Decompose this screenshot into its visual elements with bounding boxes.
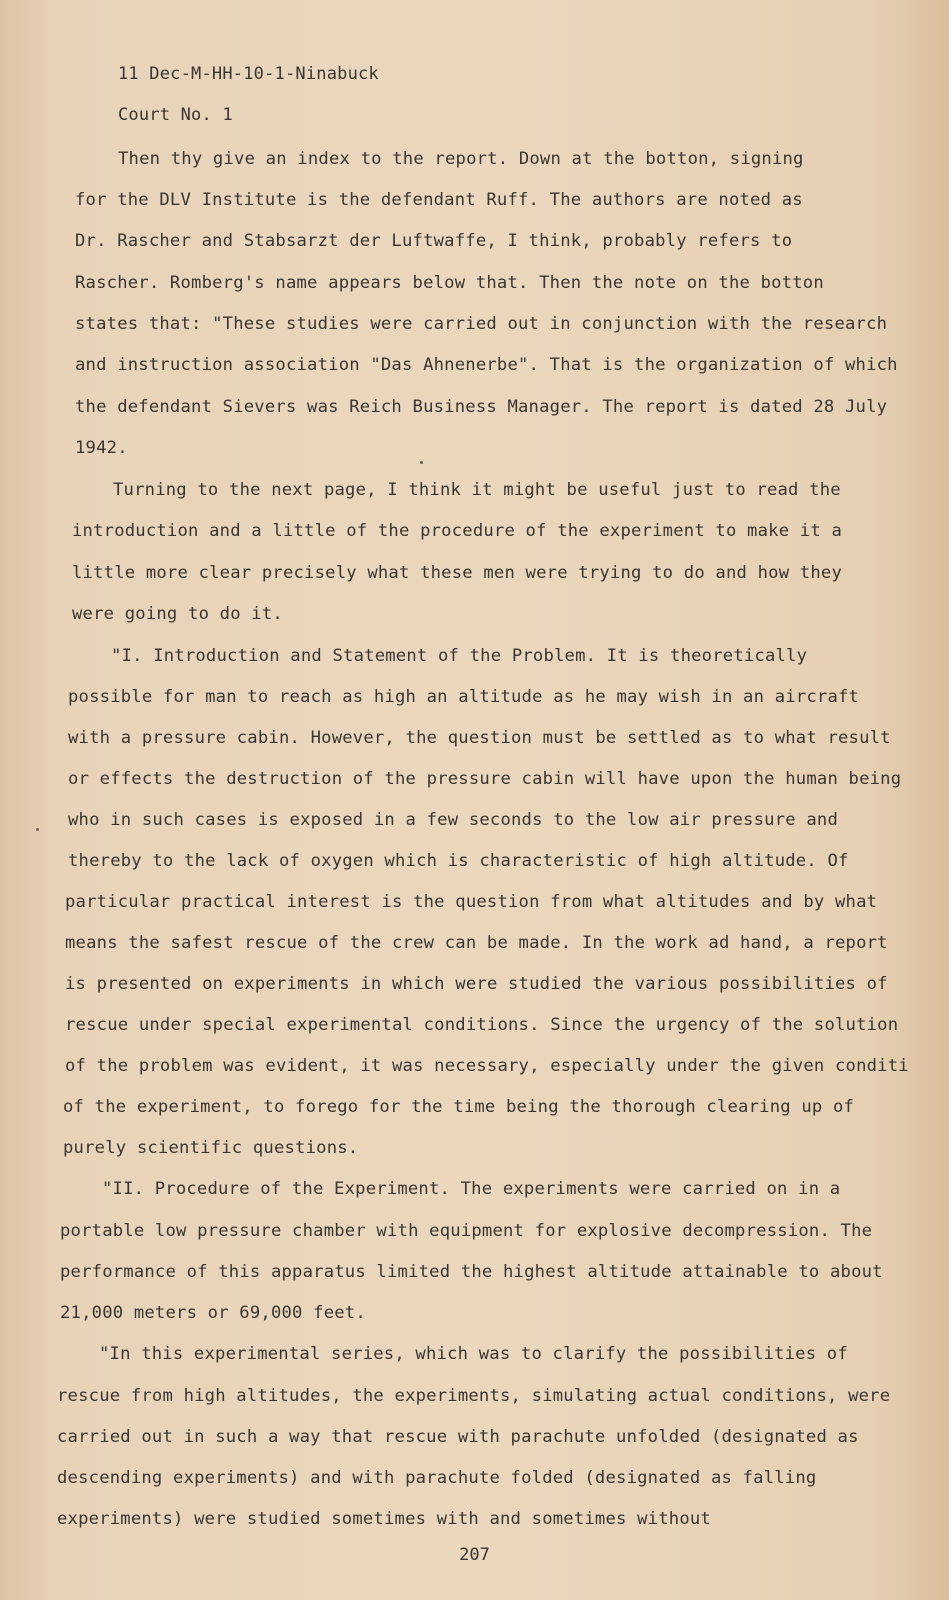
- text-line: Then thy give an index to the report. Down at the botton, signing: [118, 149, 804, 169]
- text-line: carried out in such a way that rescue with parachute unfolded (designated as: [57, 1427, 859, 1447]
- text-line: performance of this apparatus limited the highest altitude attainable to about: [60, 1262, 883, 1282]
- text-line: the defendant Sievers was Reich Business Manager. The report is dated 28 July: [75, 397, 888, 417]
- text-line: "II. Procedure of the Experiment. The experiments were carried on in a: [102, 1179, 841, 1199]
- text-line: states that: "These studies were carried out in conjunction with the research: [75, 314, 888, 334]
- text-line: who in such cases is exposed in a few seconds to the low air pressure and: [68, 810, 838, 830]
- text-line: were going to do it.: [72, 604, 283, 624]
- text-line: descending experiments) and with parachute folded (designated as falling: [57, 1468, 817, 1488]
- text-line: "In this experimental series, which was to clarify the possibilities of: [99, 1344, 848, 1364]
- text-line: rescue from high altitudes, the experiments, simulating actual conditions, were: [57, 1386, 891, 1406]
- text-line: possible for man to reach as high an altitude as he may wish in an aircraft: [68, 687, 860, 707]
- text-line: 21,000 meters or 69,000 feet.: [60, 1303, 366, 1323]
- paper-speck: [36, 828, 39, 831]
- text-line: means the safest rescue of the crew can be made. In the work ad hand, a report: [65, 933, 888, 953]
- text-line: purely scientific questions.: [63, 1138, 359, 1158]
- text-line: experiments) were studied sometimes with and sometimes without: [57, 1509, 711, 1529]
- text-line: "I. Introduction and Statement of the Problem. It is theoretically: [111, 646, 808, 666]
- text-line: little more clear precisely what these men were trying to do and how they: [72, 563, 842, 583]
- text-line: and instruction association "Das Ahnenerbe". That is the organization of which: [75, 355, 898, 375]
- text-line: for the DLV Institute is the defendant Ruff. The authors are noted as: [75, 190, 803, 210]
- text-line: with a pressure cabin. However, the question must be settled as to what result: [68, 728, 891, 748]
- text-line: rescue under special experimental conditions. Since the urgency of the solution: [65, 1015, 899, 1035]
- text-line: portable low pressure chamber with equipment for explosive decompression. The: [60, 1221, 873, 1241]
- text-line: particular practical interest is the question from what altitudes and by what: [65, 892, 878, 912]
- text-line: of the experiment, to forego for the time being the thorough clearing up of: [63, 1097, 855, 1117]
- text-line: thereby to the lack of oxygen which is characteristic of high altitude. Of: [68, 851, 849, 871]
- text-line: Dr. Rascher and Stabsarzt der Luftwaffe, I think, probably refers to: [75, 231, 793, 251]
- text-line: introduction and a little of the procedure of the experiment to make it a: [72, 521, 842, 541]
- text-line: or effects the destruction of the pressure cabin will have upon the human being: [68, 769, 902, 789]
- text-line: is presented on experiments in which were studied the various possibilities of: [65, 974, 888, 994]
- document-id: 11 Dec-M-HH-10-1-Ninabuck: [118, 64, 379, 84]
- page-number: 207: [459, 1545, 490, 1565]
- text-line: 1942.: [75, 438, 128, 458]
- text-line: Rascher. Romberg's name appears below that. Then the note on the botton: [75, 273, 824, 293]
- text-line: of the problem was evident, it was necessary, especially under the given conditi: [65, 1056, 909, 1076]
- court-label: Court No. 1: [118, 105, 233, 125]
- text-line: Turning to the next page, I think it might be useful just to read the: [113, 480, 841, 500]
- paper-speck: [420, 461, 423, 464]
